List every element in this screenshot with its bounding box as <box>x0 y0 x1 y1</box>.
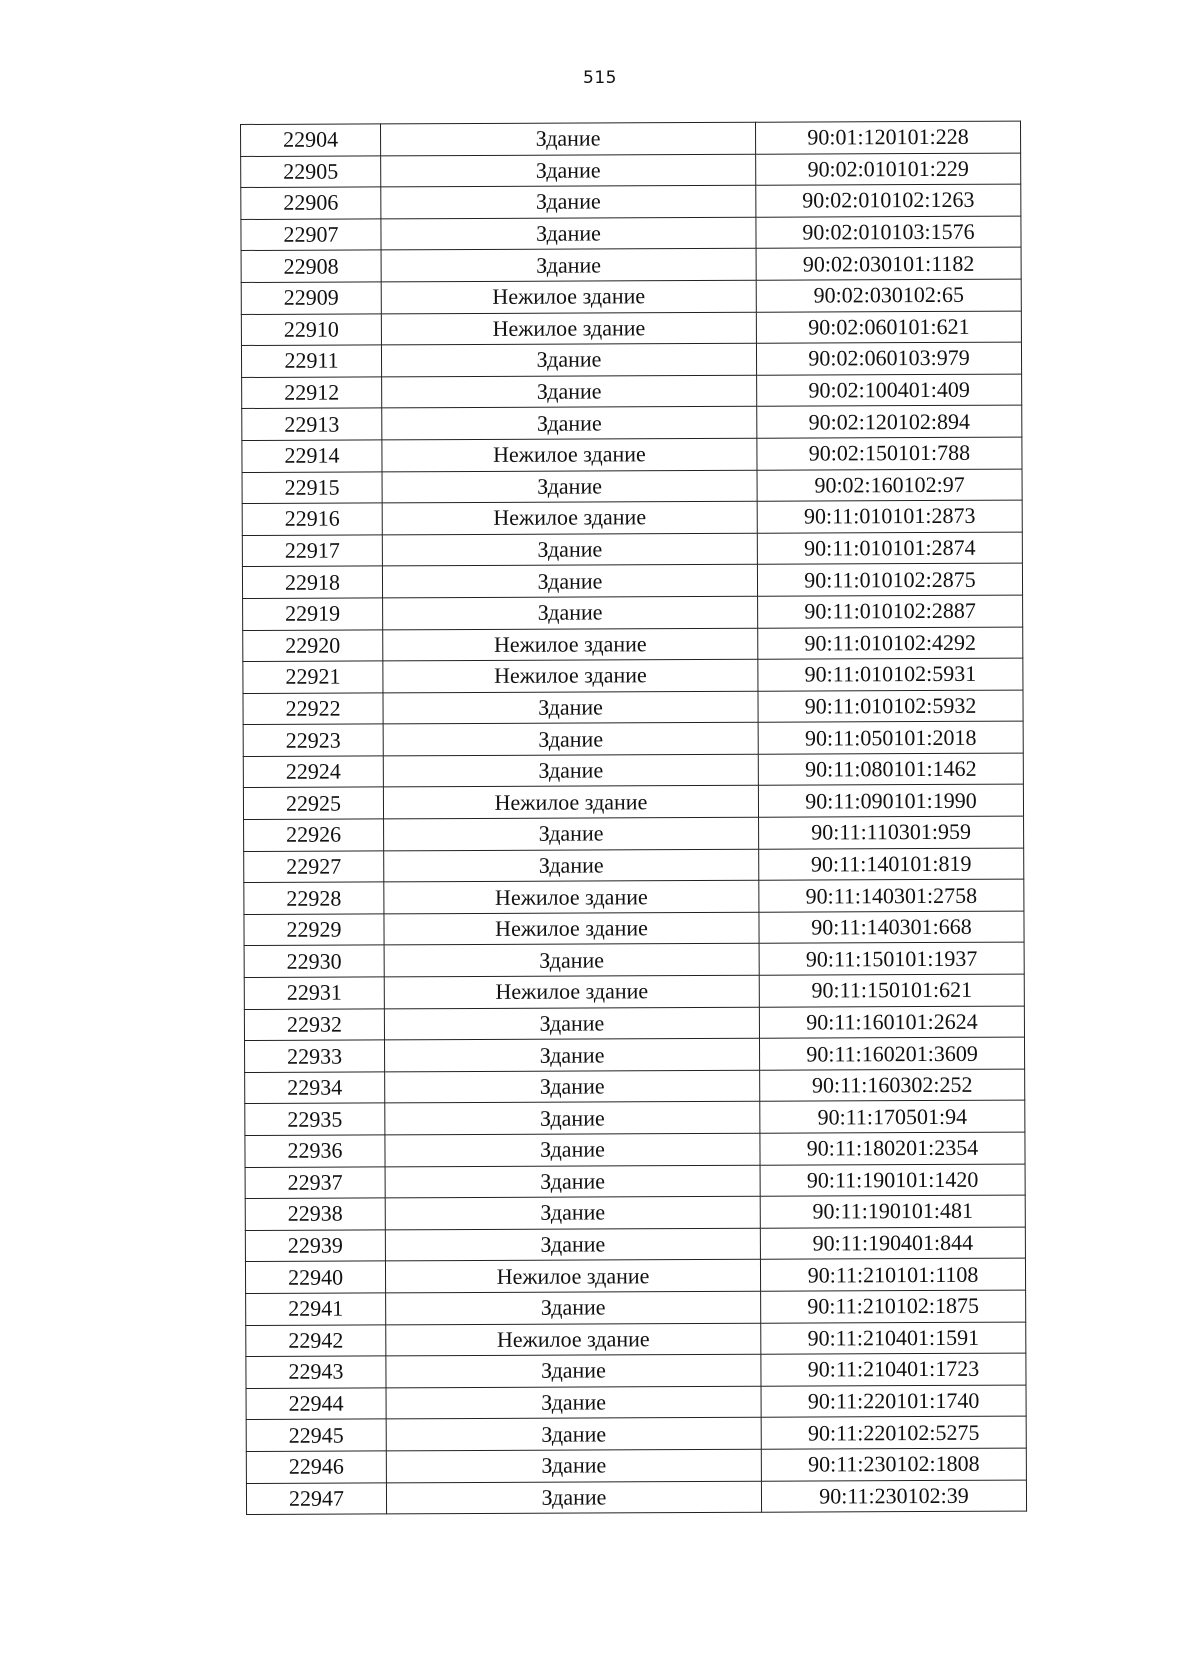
object-type-cell: Здание <box>381 154 756 187</box>
table-row <box>245 1100 1025 1135</box>
table-row <box>241 216 1021 251</box>
row-number-cell: 22906 <box>241 187 381 219</box>
object-type-cell: Нежилое здание <box>383 628 758 661</box>
cadastral-number-cell: 90:11:220102:5275 <box>761 1416 1026 1449</box>
table-row <box>242 563 1022 598</box>
row-number-cell: 22910 <box>241 313 381 345</box>
table-row <box>242 405 1022 440</box>
row-number-cell: 22916 <box>242 503 382 535</box>
object-type-cell: Нежилое здание <box>385 1260 760 1293</box>
row-number-cell: 22928 <box>244 882 384 914</box>
row-number-cell: 22924 <box>243 756 383 788</box>
row-number-cell: 22920 <box>243 629 383 661</box>
registry-table <box>240 121 1027 1516</box>
table-row <box>243 785 1023 820</box>
cadastral-number-cell: 90:11:150101:1937 <box>759 943 1024 976</box>
row-number-cell: 22922 <box>243 693 383 725</box>
table-row <box>245 1164 1025 1199</box>
row-number-cell: 22919 <box>243 598 383 630</box>
row-number-cell: 22930 <box>244 945 384 977</box>
row-number-cell: 22945 <box>246 1419 386 1451</box>
object-type-cell: Нежилое здание <box>384 975 759 1008</box>
cadastral-number-cell: 90:02:100401:409 <box>757 374 1022 407</box>
object-type-cell: Здание <box>386 1449 761 1482</box>
row-number-cell: 22927 <box>244 851 384 883</box>
cadastral-number-cell: 90:02:060103:979 <box>756 342 1021 375</box>
table-row <box>241 153 1021 188</box>
table-row <box>245 1258 1025 1293</box>
row-number-cell: 22913 <box>242 408 382 440</box>
row-number-cell: 22946 <box>246 1451 386 1483</box>
table-row <box>245 1069 1025 1104</box>
table-row <box>241 184 1021 219</box>
table-row <box>244 1037 1024 1072</box>
row-number-cell: 22936 <box>245 1135 385 1167</box>
cadastral-number-cell: 90:11:210401:1591 <box>761 1322 1026 1355</box>
cadastral-number-cell: 90:11:190401:844 <box>760 1227 1025 1260</box>
cadastral-number-cell: 90:02:160102:97 <box>757 469 1022 502</box>
cadastral-number-cell: 90:02:120102:894 <box>757 405 1022 438</box>
object-type-cell: Нежилое здание <box>381 280 756 313</box>
table-row <box>243 721 1023 756</box>
row-number-cell: 22915 <box>242 471 382 503</box>
cadastral-number-cell: 90:11:150101:621 <box>759 974 1024 1007</box>
cadastral-number-cell: 90:02:150101:788 <box>757 437 1022 470</box>
table-row <box>243 595 1023 630</box>
row-number-cell: 22937 <box>245 1166 385 1198</box>
cadastral-number-cell: 90:02:060101:621 <box>756 311 1021 344</box>
cadastral-number-cell: 90:11:050101:2018 <box>758 721 1023 754</box>
cadastral-number-cell: 90:11:110301:959 <box>759 816 1024 849</box>
table-row <box>245 1227 1025 1262</box>
cadastral-number-cell: 90:11:230102:39 <box>761 1480 1026 1513</box>
object-type-cell: Нежилое здание <box>386 1323 761 1356</box>
object-type-cell: Нежилое здание <box>384 880 759 913</box>
row-number-cell: 22935 <box>245 1103 385 1135</box>
cadastral-number-cell: 90:02:030102:65 <box>756 279 1021 312</box>
row-number-cell: 22925 <box>243 787 383 819</box>
table-row <box>245 1132 1025 1167</box>
object-type-cell: Здание <box>384 817 759 850</box>
row-number-cell: 22941 <box>246 1293 386 1325</box>
table-row <box>242 532 1022 567</box>
cadastral-number-cell: 90:11:160101:2624 <box>759 1006 1024 1039</box>
object-type-cell: Здание <box>385 1165 760 1198</box>
row-number-cell: 22933 <box>244 1040 384 1072</box>
table-row <box>244 848 1024 883</box>
table-row <box>244 943 1024 978</box>
table-row <box>246 1322 1026 1357</box>
object-type-cell: Здание <box>381 122 756 155</box>
row-number-cell: 22908 <box>241 250 381 282</box>
object-type-cell: Здание <box>386 1354 761 1387</box>
row-number-cell: 22914 <box>242 440 382 472</box>
object-type-cell: Здание <box>386 1291 761 1324</box>
object-type-cell: Здание <box>381 343 756 376</box>
table-row <box>241 279 1021 314</box>
row-number-cell: 22929 <box>244 914 384 946</box>
table-row <box>245 1195 1025 1230</box>
table-row <box>246 1448 1026 1483</box>
row-number-cell: 22905 <box>241 155 381 187</box>
object-type-cell: Здание <box>384 1038 759 1071</box>
cadastral-number-cell: 90:02:010103:1576 <box>756 216 1021 249</box>
cadastral-number-cell: 90:11:180201:2354 <box>760 1132 1025 1165</box>
object-type-cell: Здание <box>383 691 758 724</box>
object-type-cell: Здание <box>381 185 756 218</box>
row-number-cell: 22926 <box>244 819 384 851</box>
cadastral-number-cell: 90:11:140301:668 <box>759 911 1024 944</box>
object-type-cell: Нежилое здание <box>383 786 758 819</box>
row-number-cell: 22932 <box>244 1009 384 1041</box>
object-type-cell: Здание <box>381 249 756 282</box>
row-number-cell: 22938 <box>245 1198 385 1230</box>
object-type-cell: Здание <box>382 375 757 408</box>
cadastral-number-cell: 90:11:140301:2758 <box>759 879 1024 912</box>
object-type-cell: Здание <box>384 1007 759 1040</box>
object-type-cell: Здание <box>383 723 758 756</box>
cadastral-number-cell: 90:11:140101:819 <box>759 848 1024 881</box>
object-type-cell: Здание <box>382 407 757 440</box>
cadastral-number-cell: 90:11:090101:1990 <box>758 785 1023 818</box>
cadastral-number-cell: 90:11:160201:3609 <box>759 1037 1024 1070</box>
table-row <box>241 342 1021 377</box>
cadastral-number-cell: 90:02:030101:1182 <box>756 247 1021 280</box>
row-number-cell: 22904 <box>241 124 381 156</box>
table-row <box>242 374 1022 409</box>
table-row <box>246 1480 1026 1515</box>
object-type-cell: Здание <box>385 1196 760 1229</box>
row-number-cell: 22943 <box>246 1356 386 1388</box>
object-type-cell: Здание <box>383 754 758 787</box>
row-number-cell: 22917 <box>242 535 382 567</box>
table-row <box>243 658 1023 693</box>
cadastral-number-cell: 90:11:190101:481 <box>760 1195 1025 1228</box>
cadastral-number-cell: 90:01:120101:228 <box>755 121 1020 154</box>
row-number-cell: 22944 <box>246 1388 386 1420</box>
row-number-cell: 22911 <box>241 345 381 377</box>
object-type-cell: Здание <box>382 533 757 566</box>
row-number-cell: 22923 <box>243 724 383 756</box>
table-row <box>242 469 1022 504</box>
table-row <box>242 437 1022 472</box>
object-type-cell: Нежилое здание <box>381 312 756 345</box>
table-row <box>242 500 1022 535</box>
cadastral-number-cell: 90:11:010102:2887 <box>758 595 1023 628</box>
table-row <box>244 1006 1024 1041</box>
object-type-cell: Здание <box>384 944 759 977</box>
object-type-cell: Здание <box>385 1070 760 1103</box>
object-type-cell: Здание <box>381 217 756 250</box>
registry-table-body <box>241 121 1027 1515</box>
object-type-cell: Здание <box>384 849 759 882</box>
table-row <box>246 1353 1026 1388</box>
object-type-cell: Здание <box>386 1386 761 1419</box>
row-number-cell: 22921 <box>243 661 383 693</box>
cadastral-number-cell: 90:11:010102:2875 <box>757 563 1022 596</box>
table-row <box>244 879 1024 914</box>
cadastral-number-cell: 90:11:010102:5932 <box>758 690 1023 723</box>
table-row <box>243 753 1023 788</box>
object-type-cell: Здание <box>383 596 758 629</box>
object-type-cell: Нежилое здание <box>384 912 759 945</box>
table-row <box>244 911 1024 946</box>
row-number-cell: 22940 <box>245 1261 385 1293</box>
table-row <box>241 121 1021 156</box>
table-row <box>244 816 1024 851</box>
cadastral-number-cell: 90:11:010102:5931 <box>758 658 1023 691</box>
cadastral-number-cell: 90:11:230102:1808 <box>761 1448 1026 1481</box>
object-type-cell: Нежилое здание <box>383 659 758 692</box>
object-type-cell: Здание <box>386 1481 761 1514</box>
table-row <box>246 1416 1026 1451</box>
table-row <box>241 311 1021 346</box>
row-number-cell: 22931 <box>244 977 384 1009</box>
cadastral-number-cell: 90:11:010102:4292 <box>758 627 1023 660</box>
cadastral-number-cell: 90:11:160302:252 <box>760 1069 1025 1102</box>
cadastral-number-cell: 90:02:010101:229 <box>756 153 1021 186</box>
row-number-cell: 22909 <box>241 282 381 314</box>
cadastral-number-cell: 90:11:210401:1723 <box>761 1353 1026 1386</box>
cadastral-number-cell: 90:02:010102:1263 <box>756 184 1021 217</box>
cadastral-number-cell: 90:11:080101:1462 <box>758 753 1023 786</box>
cadastral-number-cell: 90:11:010101:2874 <box>757 532 1022 565</box>
cadastral-number-cell: 90:11:210102:1875 <box>761 1290 1026 1323</box>
object-type-cell: Нежилое здание <box>382 501 757 534</box>
cadastral-number-cell: 90:11:010101:2873 <box>757 500 1022 533</box>
object-type-cell: Здание <box>385 1133 760 1166</box>
table-row <box>241 247 1021 282</box>
cadastral-number-cell: 90:11:220101:1740 <box>761 1385 1026 1418</box>
row-number-cell: 22947 <box>246 1482 386 1514</box>
table-row <box>243 690 1023 725</box>
object-type-cell: Здание <box>382 565 757 598</box>
row-number-cell: 22907 <box>241 219 381 251</box>
cadastral-number-cell: 90:11:190101:1420 <box>760 1164 1025 1197</box>
cadastral-number-cell: 90:11:210101:1108 <box>760 1258 1025 1291</box>
object-type-cell: Здание <box>385 1228 760 1261</box>
cadastral-number-cell: 90:11:170501:94 <box>760 1100 1025 1133</box>
page-number: 515 <box>583 68 617 88</box>
object-type-cell: Здание <box>386 1418 761 1451</box>
table-row <box>246 1290 1026 1325</box>
row-number-cell: 22912 <box>242 377 382 409</box>
table-row <box>243 627 1023 662</box>
object-type-cell: Здание <box>385 1102 760 1135</box>
object-type-cell: Здание <box>382 470 757 503</box>
row-number-cell: 22934 <box>245 1072 385 1104</box>
row-number-cell: 22939 <box>245 1230 385 1262</box>
table-row <box>246 1385 1026 1420</box>
object-type-cell: Нежилое здание <box>382 438 757 471</box>
row-number-cell: 22942 <box>246 1324 386 1356</box>
table-row <box>244 974 1024 1009</box>
row-number-cell: 22918 <box>242 566 382 598</box>
